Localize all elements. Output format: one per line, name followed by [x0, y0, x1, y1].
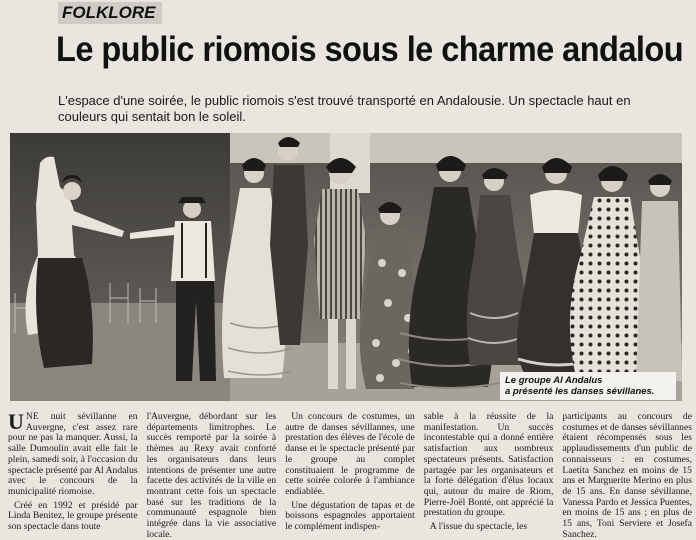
paragraph: Créé en 1992 et présidé par Linda Benitez, le groupe présente son spectacle dans toute — [8, 499, 138, 533]
article-column-1 — [8, 409, 138, 533]
dropcap: U — [8, 409, 24, 434]
paragraph: NE nuit sévillanne en Auvergne, c'est assez rare pour ne pas la manquer. Aussi, la salle Dumoulin avait elle fait le plein, samedi soir, à l'occasion du spectacle présenté par Al Andalus avec le concours de la municipalité riomoise. — [8, 411, 138, 497]
paragraph: Une dégustation de tapas et de boissons espagnoles apportaient le complément indispen- — [285, 499, 415, 533]
paragraph: l'Auvergne, débordant sur les départements limitrophes. Le succès remporté par la soirée à thèmes au Rexy avait conforté les organisateurs dans leurs intentions de présenter une autre facette des activités de la ville en montrant cette fois un spectacle basé sur les traditions de la communauté espagnole bien intégrée dans la vie associative locale. — [146, 411, 277, 540]
paragraph: sable à la réussite de la manifestation. Un succès incontestable qui a donné entière satisfaction aux nombreux spectateurs présents. Satisfaction partagée par les organisateurs et la forte délégation d'élus locaux qui, autour du maire de Riom, Pierre-Joël Bonté, ont apprécié la prestation du groupe. — [423, 411, 554, 519]
paragraph: Un concours de costumes, un autre de danses sévillannes, une prestation des élèves de l'école de danse et le spectacle présenté par le groupe au complet constituaient le programme de cette soirée colorée à l'ambiance endiablée. — [285, 411, 415, 497]
article-column-3 — [285, 411, 415, 533]
article-column-5 — [562, 411, 692, 540]
section-kicker: FOLKLORE — [58, 2, 162, 24]
paragraph: participants au concours de costumes et de danses sévillannes étaient récompensés sous les applaudissements d'un public de connaisseurs : en costumes, Laetita Sanchez en moins de 15 ans et Marguerite Merino en plus de 15 ans. En danse sévillanne, Vanessa Pardo et Jessica Puentes, en moins de 15 ans ; en plus de 15 ans, Toni Serviere et Josefa Sanchez. — [562, 411, 692, 540]
article-column-2 — [146, 411, 277, 540]
photo-illustration — [10, 133, 682, 401]
article-lede: L'espace d'une soirée, le public riomois s'est trouvé transporté en Andalousie. Un spectacle haut en couleurs qui sentait bon le soleil. — [58, 93, 631, 124]
article-column-4 — [423, 411, 554, 533]
article-body — [8, 409, 692, 540]
article-photo — [10, 133, 682, 401]
article-headline: Le public riomois sous le charme andalou — [56, 30, 684, 69]
photo-caption-line1: Le groupe Al Andalus — [505, 375, 603, 386]
photo-caption — [500, 372, 676, 400]
paragraph: A l'issue du spectacle, les — [429, 521, 528, 533]
photo-caption-line2: a présenté les danses sévillanes. — [505, 386, 655, 397]
